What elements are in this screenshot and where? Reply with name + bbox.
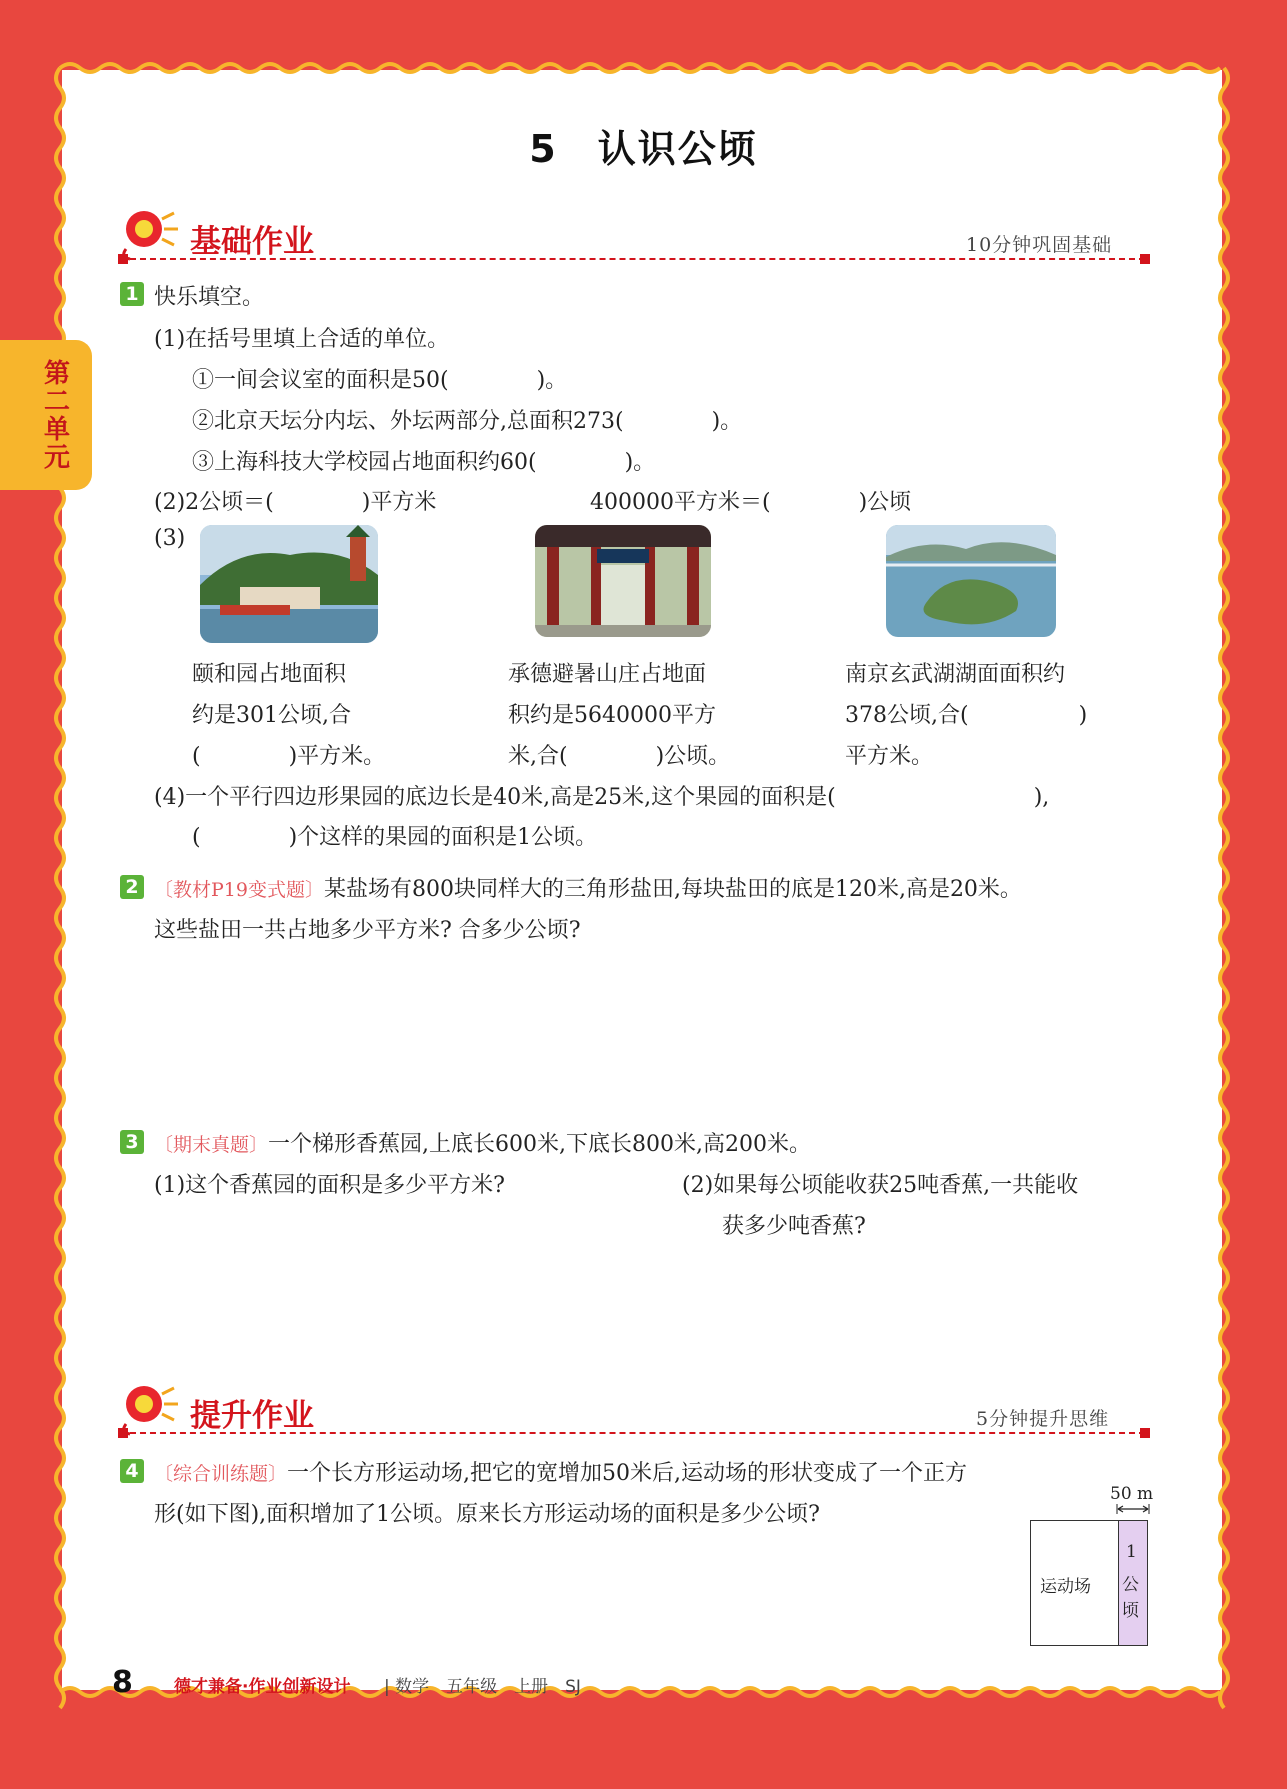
unit-side-tab-label: 第二单元 <box>39 359 70 471</box>
q3-tag: 〔期末真题〕 <box>154 1134 269 1156</box>
q1-part1-a: ①一间会议室的面积是50( )。 <box>192 368 568 393</box>
caption2-line1: 承德避暑山庄占地面 <box>508 662 707 687</box>
caption2-line3: 米,合( )公顷。 <box>508 744 731 769</box>
section-note-basic: 10分钟巩固基础 <box>966 234 1113 256</box>
diagram-strip-label-1: 1 <box>1126 1542 1137 1562</box>
question-number-1: 1 <box>120 282 144 306</box>
q1-part2-a: (2)2公顷＝( )平方米 <box>154 490 437 515</box>
q3-sub1: (1)这个香蕉园的面积是多少平方米? <box>154 1173 505 1198</box>
q3-sub2-line1: (2)如果每公顷能收获25吨香蕉,一共能收 <box>682 1173 1079 1198</box>
q1-part3: (3) <box>154 526 186 551</box>
question-number-4: 4 <box>120 1459 144 1483</box>
caption1-line3: ( )平方米。 <box>192 744 386 769</box>
caption3-line3: 平方米。 <box>845 744 934 769</box>
q1-part1: (1)在括号里填上合适的单位。 <box>154 327 450 352</box>
caption2-line2: 积约是5640000平方 <box>508 703 716 728</box>
q2-line2: 这些盐田一共占地多少平方米? 合多少公顷? <box>154 918 581 943</box>
xuanwu-lake-photo <box>886 525 1056 637</box>
q3-sub2-line2: 获多少吨香蕉? <box>722 1214 866 1239</box>
q1-part4-line2: ( )个这样的果园的面积是1公顷。 <box>192 825 598 850</box>
q3-line1 <box>154 1127 811 1158</box>
diagram-strip-label-3: 顷 <box>1122 1601 1139 1621</box>
rule-end-left <box>118 254 128 264</box>
summer-palace-photo <box>200 525 378 643</box>
q2-line1 <box>154 872 1022 903</box>
caption3-line2: 378公顷,合( ) <box>845 703 1088 728</box>
diagram-strip-label-2: 公 <box>1122 1575 1139 1595</box>
section-rule-basic <box>130 258 1145 260</box>
question-number-3: 3 <box>120 1130 144 1154</box>
caption1-line1: 颐和园占地面积 <box>192 662 347 687</box>
diagram-field-label: 运动场 <box>1040 1577 1091 1597</box>
chengde-gate-photo <box>535 525 711 637</box>
q1-heading: 快乐填空。 <box>154 285 265 310</box>
section-title-advanced: 提升作业 <box>190 1398 314 1434</box>
q4-tag: 〔综合训练题〕 <box>154 1463 288 1485</box>
dimension-arrow-icon <box>1116 1504 1150 1514</box>
field-diagram <box>1030 1484 1154 1650</box>
rule-end-right <box>1140 254 1150 264</box>
lantern-mascot-icon <box>118 205 180 261</box>
section-note-advanced: 5分钟提升思维 <box>976 1408 1110 1430</box>
q4-line1 <box>154 1456 967 1487</box>
q1-part2-b: 400000平方米＝( )公顷 <box>590 490 912 515</box>
q2-tag: 〔教材P19变式题〕 <box>154 879 324 901</box>
q1-part1-c: ③上海科技大学校园占地面积约60( )。 <box>192 450 656 475</box>
q4-text1: 一个长方形运动场,把它的宽增加50米后,运动场的形状变成了一个正方 <box>287 1461 967 1486</box>
q2-text1: 某盐场有800块同样大的三角形盐田,每块盐田的底是120米,高是20米。 <box>323 877 1022 902</box>
section-title-basic: 基础作业 <box>190 224 314 260</box>
q1-part1-b: ②北京天坛分内坛、外坛两部分,总面积273( )。 <box>192 409 743 434</box>
page-title: 5 认识公顷 <box>529 127 758 171</box>
diagram-width-label: 50 m <box>1110 1484 1154 1504</box>
footer-book-info: | 数学 五年级 上册 SJ <box>384 1677 581 1697</box>
page-number: 8 <box>112 1665 133 1700</box>
q1-part4-line1: (4)一个平行四边形果园的底边长是40米,高是25米,这个果园的面积是( ), <box>154 785 1050 810</box>
question-number-2: 2 <box>120 875 144 899</box>
caption3-line1: 南京玄武湖湖面面积约 <box>845 662 1066 687</box>
section-rule-advanced <box>130 1432 1145 1434</box>
unit-side-tab <box>0 340 92 490</box>
caption1-line2: 约是301公顷,合 <box>192 703 351 728</box>
q3-text1: 一个梯形香蕉园,上底长600米,下底长800米,高200米。 <box>268 1132 811 1157</box>
footer-brand: 德才兼备·作业创新设计 <box>174 1677 351 1697</box>
rule-end-right <box>1140 1428 1150 1438</box>
q4-line2: 形(如下图),面积增加了1公顷。原来长方形运动场的面积是多少公顷? <box>154 1502 820 1527</box>
rule-end-left <box>118 1428 128 1438</box>
